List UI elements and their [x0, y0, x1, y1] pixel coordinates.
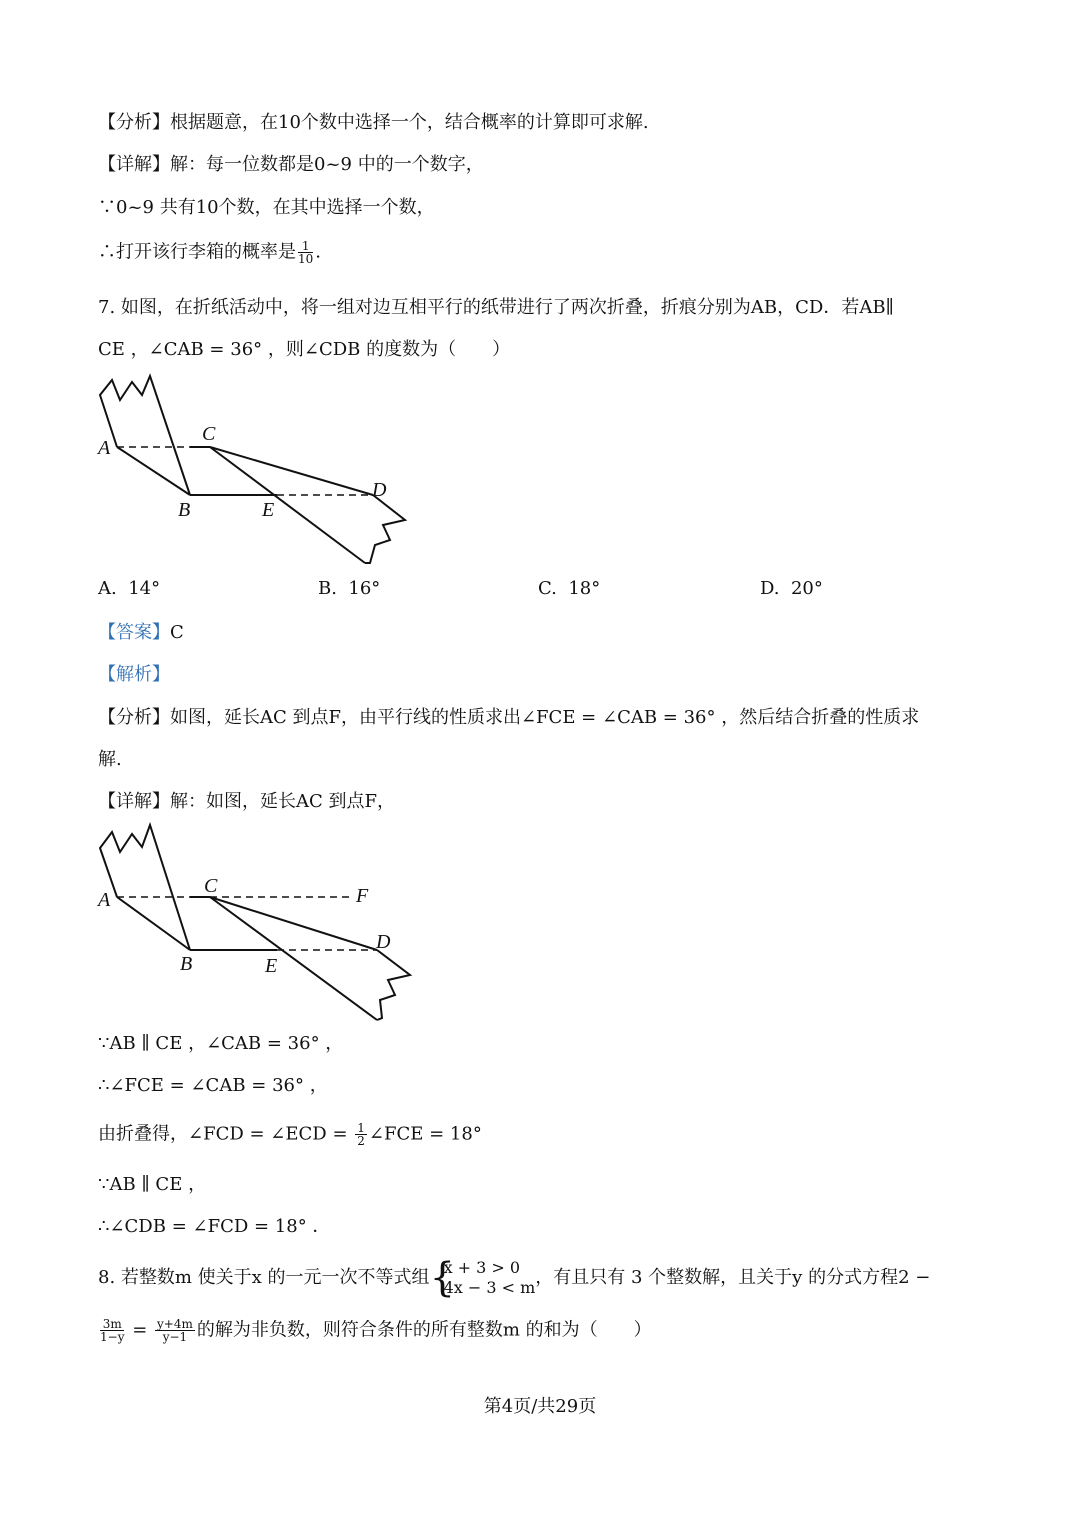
fraction-numerator: y+4m [157, 1317, 193, 1331]
therefore-q6 [98, 240, 321, 265]
q8-post: ，有且只有 3 个整数解，且关于y 的分式方程2 − [535, 1267, 931, 1288]
fold-figure-1 [90, 370, 420, 570]
fraction-denominator: y−1 [162, 1330, 188, 1344]
segment-CE-extended [210, 897, 377, 1020]
step-2: ∴∠FCE = ∠CAB = 36° ， [98, 1075, 328, 1096]
q8-pre: 8. 若整数m 使关于x 的一元一次不等式组 [98, 1267, 430, 1288]
fraction-numerator: 1 [357, 1121, 365, 1135]
label-B: B [180, 953, 193, 975]
half-fraction [355, 1122, 367, 1147]
label-C: C [202, 423, 216, 445]
fold-step-pre: 由折叠得，∠FCD = ∠ECD = [98, 1123, 354, 1145]
paper-strip-top [100, 825, 190, 950]
jiexi-heading: 【解析】 [98, 664, 170, 685]
fold-step-post: ∠FCE = 18° [368, 1123, 482, 1145]
paper-strip-top [100, 376, 190, 495]
fraction-y4m [155, 1318, 195, 1343]
fraction-denominator: 2 [357, 1134, 365, 1148]
detail-label: 【详解】 [98, 154, 170, 175]
fold-step [98, 1122, 482, 1147]
probability-fraction [298, 240, 313, 265]
crease-AB [117, 447, 190, 495]
because-q6: ∵0~9 共有10个数，在其中选择一个数， [98, 197, 435, 218]
page-footer: 第4页/共29页 [483, 1396, 597, 1417]
fraction-denominator: 10 [298, 252, 314, 266]
option-d[interactable]: D. 20° [760, 578, 823, 599]
paper-strip-end [377, 950, 410, 1020]
segment-CD [210, 897, 377, 950]
option-c[interactable]: C. 18° [538, 578, 601, 599]
fraction-3m [100, 1318, 124, 1343]
inequality-2: 4x − 3 < m [443, 1278, 536, 1297]
option-a[interactable]: A. 14° [98, 578, 161, 599]
label-D: D [376, 931, 391, 953]
label-C: C [204, 875, 218, 897]
paper-strip-end [365, 495, 405, 563]
detail-q7: 【详解】解：如图，延长AC 到点F， [98, 791, 395, 812]
brace-icon: { [429, 1255, 456, 1301]
fraction-numerator: 1 [298, 240, 313, 253]
inequality-1: x + 3 > 0 [443, 1258, 521, 1277]
equals-sign: = [132, 1319, 148, 1341]
segment-CE-extended [210, 447, 365, 563]
question-8-line1 [98, 1255, 931, 1301]
fraction-numerator: 3m [100, 1318, 124, 1331]
analysis-q7-line1: 【分析】如图，延长AC 到点F，由平行线的性质求出∠FCE = ∠CAB = 36° ，然后结合折叠的性质求 [98, 707, 920, 728]
fraction-denominator: 1−y [100, 1330, 125, 1344]
answer-value: C [170, 622, 184, 643]
question-8-line2 [98, 1318, 652, 1343]
label-D: D [372, 479, 387, 501]
answer [98, 621, 184, 645]
question-7-line2: CE ，∠CAB = 36° ，则∠CDB 的度数为（ ） [98, 339, 511, 360]
fold-figure-2 [90, 820, 430, 1025]
answer-label: 【答案】 [98, 622, 170, 643]
label-F: F [356, 885, 369, 907]
segment-CD [210, 447, 373, 495]
inequality-system [429, 1255, 536, 1301]
label-A: A [98, 437, 111, 459]
step-3: ∵AB ∥ CE ， [98, 1174, 207, 1195]
q8-tail: 的解为非负数，则符合条件的所有整数m 的和为（ ） [196, 1319, 652, 1341]
therefore-end: . [315, 241, 322, 263]
question-7-line1: 7. 如图，在折纸活动中，将一组对边互相平行的纸带进行了两次折叠，折痕分别为AB，CD．若AB∥ [98, 297, 894, 318]
step-4: ∴∠CDB = ∠FCD = 18° ． [98, 1216, 331, 1237]
detail-text: 解：每一位数都是0~9 中的一个数字， [170, 154, 484, 175]
label-E: E [265, 955, 278, 977]
analysis-q7-line2: 解. [98, 749, 122, 770]
therefore-text: ∴打开该行李箱的概率是 [98, 241, 296, 263]
label-B: B [178, 499, 191, 521]
label-A: A [98, 889, 111, 911]
option-b[interactable]: B. 16° [318, 578, 381, 599]
step-1: ∵AB ∥ CE ，∠CAB = 36° ， [98, 1033, 344, 1054]
analysis-q6: 【分析】根据题意，在10个数中选择一个，结合概率的计算即可求解. [98, 112, 649, 133]
label-E: E [262, 499, 275, 521]
crease-AB [117, 897, 190, 950]
detail-q6 [98, 153, 484, 177]
